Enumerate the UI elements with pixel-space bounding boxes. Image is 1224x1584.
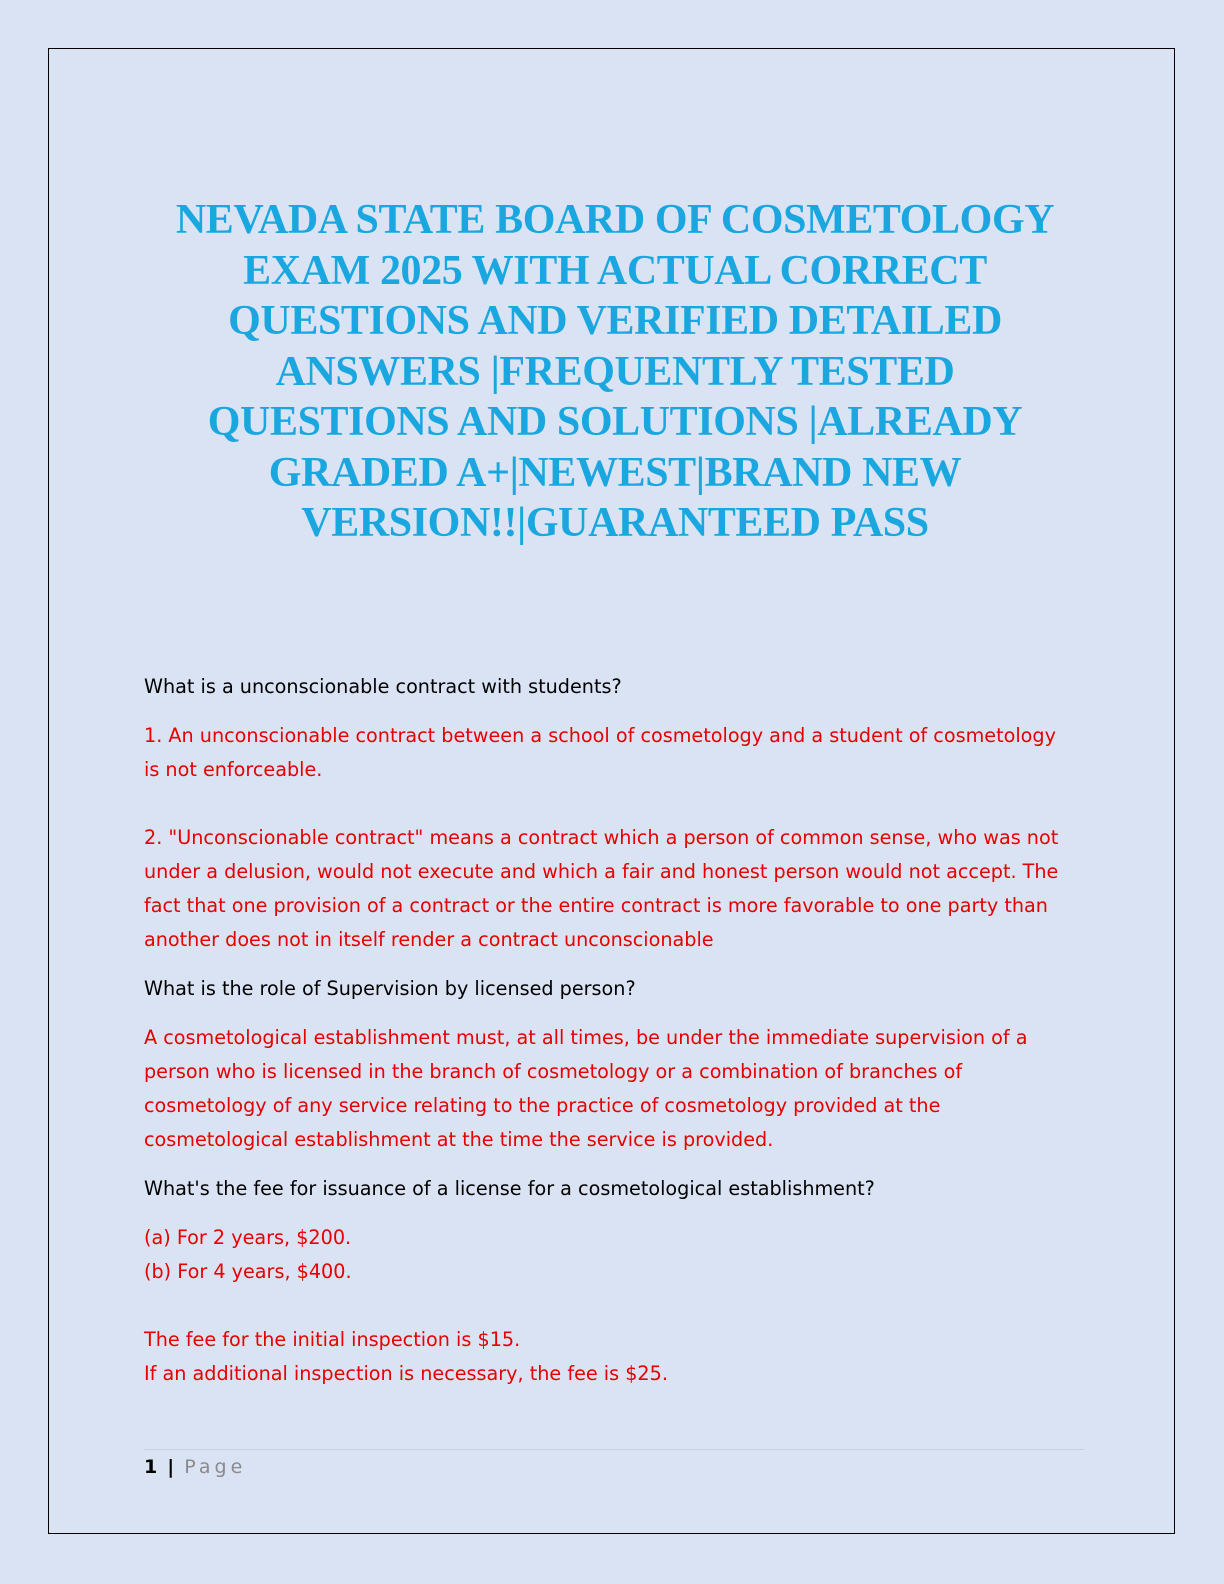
answer-3-line-1: (a) For 2 years, $200. xyxy=(144,1226,352,1249)
answer-1-part-2: 2. "Unconscionable contract" means a contract which a person of common sense, who was not under a delusion, would not execute and which a fair and honest person would not accept. The fact that one provision of a contract or the entire contract is more favorable to one party than another does not in itself render a contract unconscionable xyxy=(144,826,1059,951)
page-number: 1 xyxy=(144,1456,158,1478)
answer-3-line-4: If an additional inspection is necessary, the fee is $25. xyxy=(144,1362,668,1385)
blank-line xyxy=(144,787,1074,821)
answer-2: A cosmetological establishment must, at all times, be under the immediate supervision of a person who is licensed in the branch of cosmetology or a combination of branches of cosmetology of any service relating to the practice of cosmetology provided at the cosmetological establishment at the time the service is provided. xyxy=(144,1026,1028,1151)
answer-1-part-1: 1. An unconscionable contract between a school of cosmetology and a student of cosmetology is not enforceable. xyxy=(144,724,1056,781)
qa-content xyxy=(144,670,1074,1406)
page-label: Page xyxy=(184,1456,247,1478)
question-3: What's the fee for issuance of a license for a cosmetological establishment? xyxy=(144,1177,875,1200)
document-title: NEVADA STATE BOARD OF COSMETOLOGY EXAM 2025 WITH ACTUAL CORRECT QUESTIONS AND VERIFIED DETAILED ANSWERS |FREQUENTLY TESTED QUESTIONS AND SOLUTIONS |ALREADY GRADED A+|NEWEST|BRAND NEW VERSION!!|GUARANTEED PASS xyxy=(175,197,1055,546)
answer-3 xyxy=(144,1221,1074,1391)
answer-3-line-2: (b) For 4 years, $400. xyxy=(144,1260,352,1283)
footer-separator: | xyxy=(167,1456,175,1478)
blank-line xyxy=(144,1289,1074,1323)
footer-divider xyxy=(144,1449,1084,1450)
answer-1 xyxy=(144,719,1074,957)
question-1: What is a unconscionable contract with students? xyxy=(144,675,622,698)
page-footer xyxy=(144,1452,246,1482)
answer-3-line-3: The fee for the initial inspection is $15. xyxy=(144,1328,521,1351)
question-2: What is the role of Supervision by licensed person? xyxy=(144,977,636,1000)
